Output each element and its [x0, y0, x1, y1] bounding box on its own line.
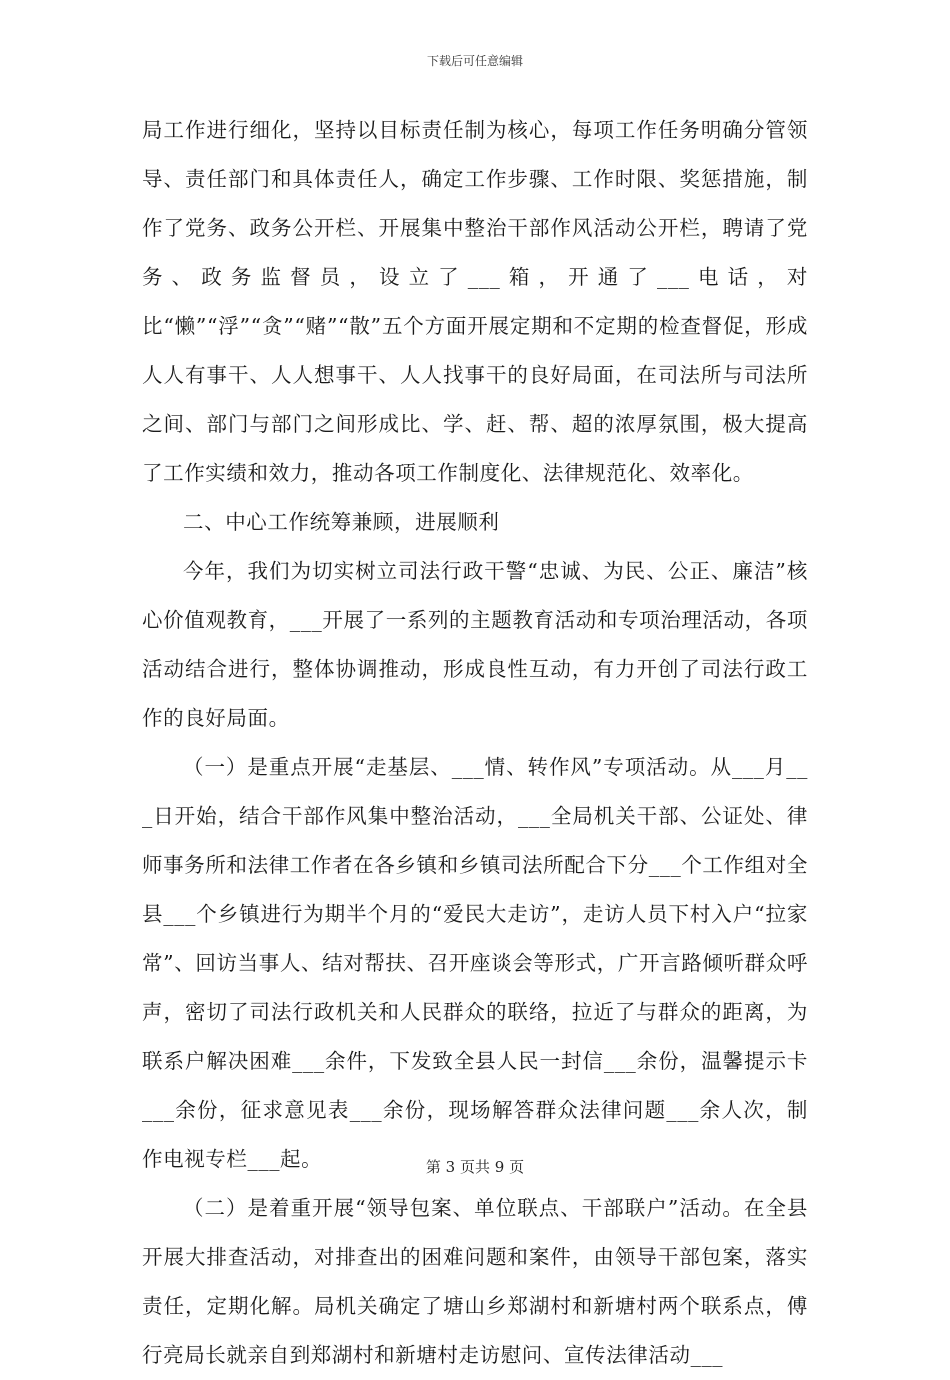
- section-heading: 二、中心工作统筹兼顾，进展顺利: [183, 510, 500, 534]
- paragraph-continuation: 局工作进行细化，坚持以目标责任制为核心，每项工作任务明确分管领导、责任部门和具体责任人，确定工作步骤、工作时限、奖惩措施，制作了党务、政务公开栏、开展集中整治干部作风活动公开栏，聘请了党务、政务监督员，设立了___箱，开通了___电话，对比“懒”“浮”“贪”“赌”“散”五个方面开展定期和不定期的检查督促，形成人人有事干、人人想事干、人人找事干的良好局面，在司法所与司法所之间、部门与部门之间形成比、学、赶、帮、超的浓厚氛围，极大提高了工作实绩和效力，推动各项工作制度化、法律规范化、效率化。: [142, 118, 808, 485]
- paragraph-item-two: （二）是着重开展“领导包案、单位联点、干部联户”活动。在全县开展大排查活动，对排查出的困难问题和案件，由领导干部包案，落实责任，定期化解。局机关确定了塘山乡郑湖村和新塘村两个联系点，傅行亮局长就亲自到郑湖村和新塘村走访慰问、宣传法律活动___: [142, 1196, 808, 1367]
- paragraph-item-one: （一）是重点开展“走基层、___情、转作风”专项活动。从___月___日开始，结合干部作风集中整治活动，___全局机关干部、公证处、律师事务所和法律工作者在各乡镇和乡镇司法所配合下分___个工作组对全县___个乡镇进行为期半个月的“爱民大走访”，走访人员下村入户“拉家常”、回访当事人、结对帮扶、召开座谈会等形式，广开言路倾听群众呼声，密切了司法行政机关和人民群众的联络，拉近了与群众的距离，为联系户解决困难___余件，下发致全县人民一封信___余份，温馨提示卡___余份，征求意见表___余份，现场解答群众法律问题___余人次，制作电视专栏___起。: [142, 755, 808, 1171]
- page-number: 第 3 页共 9 页: [425, 1158, 525, 1176]
- paragraph-intro: 今年，我们为切实树立司法行政干警“忠诚、为民、公正、廉洁”核心价值观教育，___开展了一系列的主题教育活动和专项治理活动，各项活动结合进行，整体协调推动，形成良性互动，有力开创了司法行政工作的良好局面。: [142, 559, 808, 730]
- document-body: [142, 106, 808, 1380]
- page-header: 下载后可任意编辑: [426, 54, 523, 68]
